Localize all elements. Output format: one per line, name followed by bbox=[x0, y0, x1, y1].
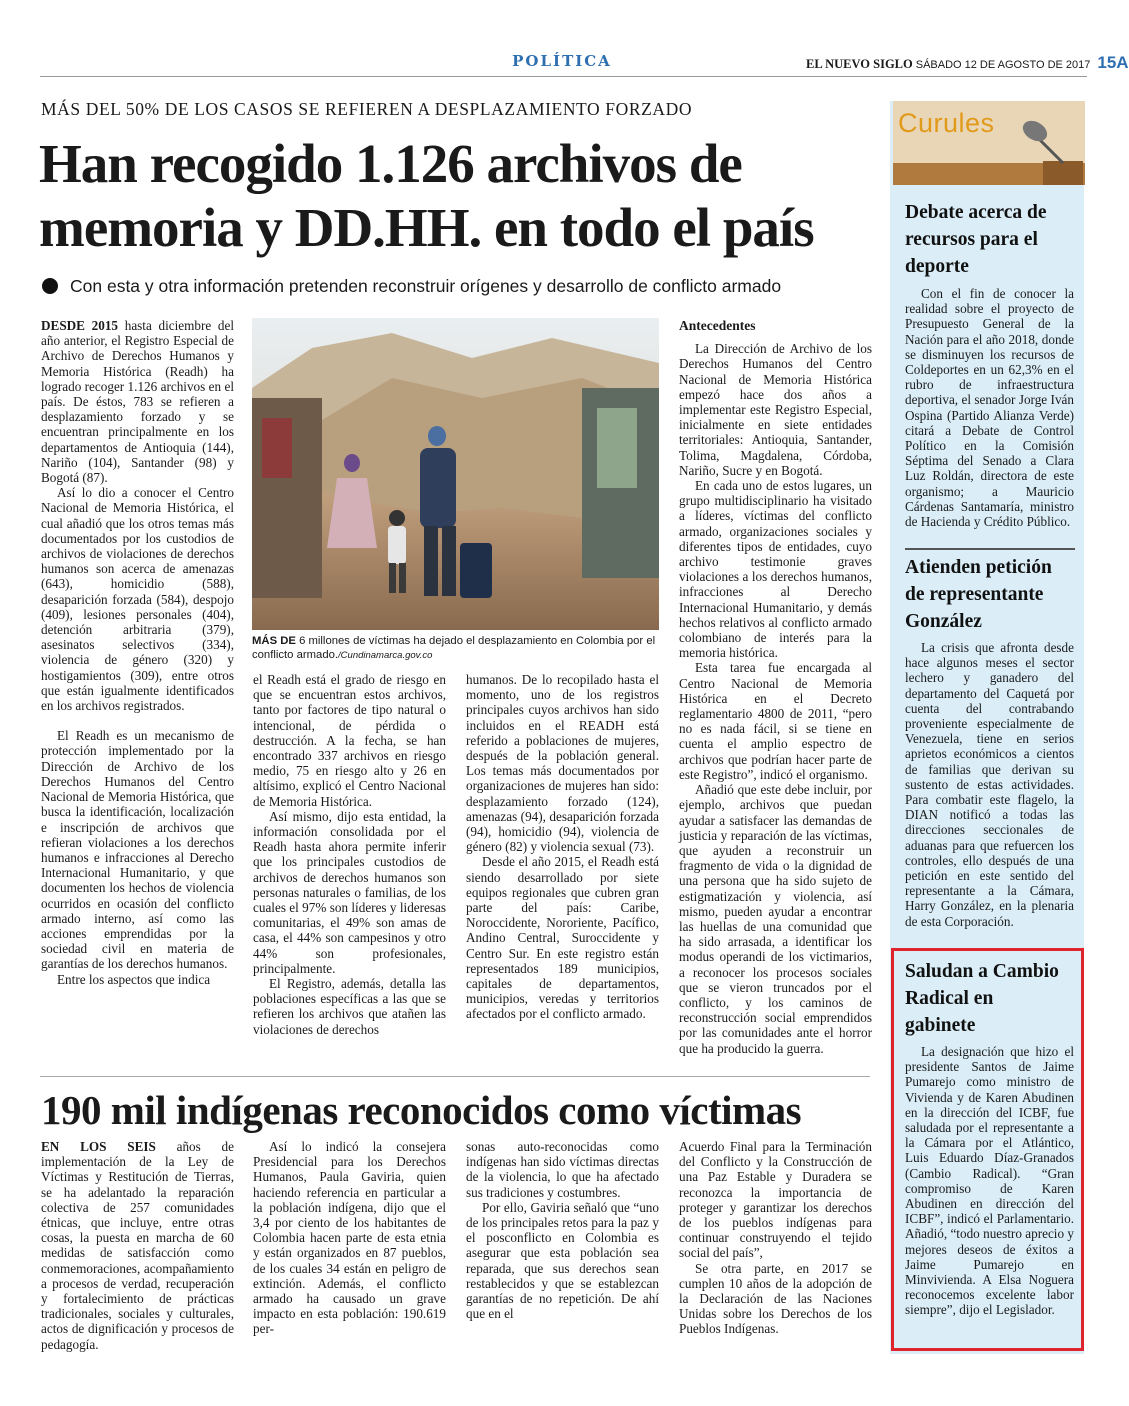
story2-column-3 bbox=[466, 1139, 659, 1321]
paragraph: el Readh está el grado de riesgo en que se encuentran estos archivos, tanto por factores de tipo natural o intencional, de pérdida o destrucción. A la fecha, se han encontrado 337 archivos en riesgo medio, 75 en riesgo alto y 26 en altísimo, explicó el Centro Nacional de Memoria Histórica. bbox=[253, 672, 446, 809]
paragraph: Desde el año 2015, el Readh está siendo desarrollado por siete equipos regionales que cubren gran parte del país: Caribe, Noroccidente, Nororiente, Pacífico, Andino Central, Suroccidente y Centro Sur. En este registro están representados 189 municipios, capitales de departamentos, municipios, veredas y territorios afectados por el conflicto armado. bbox=[466, 854, 659, 1022]
sidebar-item-text bbox=[905, 1044, 1074, 1318]
paragraph: Así lo indicó la consejera Presidencial para los Derechos Humanos, Paula Gaviria, quien haciendo referencia en particular a la población indígena, dijo que el 3,4 por ciento de los habitantes de Colombia hacen parte de esta etnia y están organizados en 87 pueblos, de los cuales 34 están en peligro de extinción. Además, el conflicto armado ha causado un grave impacto en esta población: 190.619 per- bbox=[253, 1139, 446, 1337]
kicker: MÁS DEL 50% DE LOS CASOS SE REFIEREN A DESPLAZAMIENTO FORZADO bbox=[41, 99, 693, 119]
subheadline bbox=[42, 276, 872, 297]
bullet-icon bbox=[42, 278, 58, 294]
paragraph: años de implementación de la Ley de Víctimas y Restitución de Tierras, se ha adelantado la reparación colectiva de 257 comunidades étnicas, que incluye, entre otras cosas, la puesta en marcha de 60 medidas de satisfacción como conmemoraciones, acompañamiento a procesos de verdad, recuperación y fortalecimiento de prácticas tradicionales, sociales y culturales, actos de dignificación y procesos de pedagogía. bbox=[41, 1139, 234, 1352]
sidebar-divider bbox=[905, 548, 1075, 550]
headline-line-1: Han recogido 1.126 archivos de bbox=[39, 133, 742, 194]
caption-text: 6 millones de víctimas ha dejado el desplazamiento en Colombia por el conflicto armado. bbox=[252, 635, 656, 661]
paragraph: Acuerdo Final para la Terminación del Conflicto y la Construcción de una Paz Estable y Duradera se reconozca la importancia de proteger y garantizar los derechos de los pueblos indígenas para continuar construyendo el tejido social del país”, bbox=[679, 1139, 872, 1261]
header-divider bbox=[40, 76, 1087, 77]
story-divider bbox=[40, 1076, 870, 1077]
masthead bbox=[806, 53, 1129, 73]
caption-lead: MÁS DE bbox=[252, 635, 296, 647]
lead-in: DESDE 2015 bbox=[41, 318, 119, 333]
paragraph: El Registro, además, detalla las poblaciones específicas a las que se refieren los archivos que atañen las violaciones de derechos bbox=[253, 976, 446, 1037]
story2-column-2 bbox=[253, 1139, 446, 1337]
issue-date: SÁBADO 12 DE AGOSTO DE 2017 bbox=[915, 59, 1091, 71]
paragraph: Así mismo, dijo esta entidad, la información consolidada por el Readh hasta ahora permite inferir que los principales custodios de archivos de derechos humanos son personas naturales o familias, de los cuales el 97% son líderes y lideresas comunitarias, el 49% son amas de casa, el 44% son campesinos y otro 44% son profesionales, principalmente. bbox=[253, 808, 446, 976]
headline-line-2: memoria y DD.HH. en todo el país bbox=[39, 197, 814, 258]
sidebar-heading: Atienden petición de representante González bbox=[905, 557, 1052, 632]
paragraph: Se otra parte, en 2017 se cumplen 10 años de la adopción de la Declaración de las Naciones Unidas sobre los Derechos de los Pueblos Indígenas. bbox=[679, 1260, 872, 1337]
sidebar-item-text bbox=[905, 286, 1074, 529]
main-headline bbox=[39, 132, 869, 260]
paragraph: En cada uno de estos lugares, un grupo multidisciplinario ha visitado a líderes, víctimas del conflicto armado, organizaciones sociales y diferentes tipos de entidades, cuyo archivo testimonie graves violaciones a los derechos humanos, infracciones al Derecho Internacional Humanitario, y demás hechos relativos al conflicto armado colombiano de interés para la memoria histórica. bbox=[679, 478, 872, 661]
sidebar-item-text bbox=[905, 640, 1074, 929]
paragraph: Esta tarea fue encargada al Centro Nacional de Memoria Histórica en el Decreto reglamentario 4800 de 2011, “pero no es nada fácil, si se tiene en cuenta el amplio espectro de archivos que podrían hacer parte de este Registro”, indicó el organismo. bbox=[679, 660, 872, 782]
paragraph: Por ello, Gaviria señaló que “uno de los principales retos para la paz y el posconflicto en Colombia es asegurar que esta población sea reparada, que sus derechos sean restablecidos y que se establezcan garantías de no repetición. De ahí que en el bbox=[466, 1199, 659, 1322]
paragraph: El Readh es un mecanismo de protección implementado por la Dirección de Archivo de los Derechos Humanos del Centro Nacional de Memoria Histórica, que busca la identificación, localización e inscripción de archivos que refieran violaciones a los derechos humanos e infracciones al Derecho Internacional Humanitario, y que documenten los hechos de violencia ocurridos en ocasión del conflicto armado interno, así como las acciones emprendidas por la sociedad civil en materia de garantías de los derechos humanos. bbox=[41, 728, 234, 972]
paragraph: Con el fin de conocer la realidad sobre el proyecto de Presupuesto General de la Nación para el año 2018, donde se disminuyen los recursos de Coldeportes en un 62,3% en el rubro de infraestructura deportiva, el senador Jorge Iván Ospina (Partido Alianza Verde) citará a Debate de Control Político en la Comisión Séptima del Senado a Clara Luz Roldán, directora de este organismo; a Mauricio Cárdenas Santamaría, ministro de Hacienda y Crédito Público. bbox=[905, 286, 1074, 530]
paragraph: Añadió que este debe incluir, por ejemplo, archivos que puedan ayudar a satisfacer las demandas de justicia y reparación de las víctimas, que ayuden a reconstruir un fragmento de vida o la dignidad de una persona que ha sido sujeto de estigmatización y violencia, así mismo, pueden ayudar a encontrar las huellas de una comunidad que ha sido arrasada, a identificar los modus operandi de los victimarios, a reconocer los procesos sociales que se vieron truncados por el conflicto, y los caminos de reconstrucción social emprendidos por las comunidades ante el horror que ha producido la guerra. bbox=[679, 782, 872, 1056]
sidebar-heading: Saludan a Cambio Radical en gabinete bbox=[905, 961, 1059, 1036]
paper-name: EL NUEVO SIGLO bbox=[806, 57, 913, 71]
second-headline: 190 mil indígenas reconocidos como víctimas bbox=[41, 1087, 802, 1133]
page-number: 15A bbox=[1097, 53, 1129, 72]
section-label: POLÍTICA bbox=[512, 52, 612, 70]
paragraph: Entre los aspectos que indica bbox=[57, 971, 211, 987]
article-column-2 bbox=[253, 672, 446, 1037]
sidebar-heading: Debate acerca de recursos para el deporte bbox=[905, 202, 1047, 277]
article-photo bbox=[252, 318, 659, 630]
sidebar-title: Curules bbox=[898, 108, 995, 138]
photo-caption bbox=[252, 634, 659, 663]
article-column-1 bbox=[41, 318, 234, 987]
photo-credit: /Cundinamarca.gov.co bbox=[338, 650, 433, 661]
paragraph: La designación que hizo el presidente Santos de Jaime Pumarejo como ministro de Vivienda y de Karen Abudinen en la dirección del ICBF, fue saludada por el representante a la Cámara por el Atlántico, Luis Eduardo Díaz-Granados (Cambio Radical). “Gran compromiso de Karen Abudinen en dirección del ICBF”, indicó el Parlamentario. Añadió, “todo nuestro aprecio y mejores deseos de éxitos a Jaime Pumarejo en Minvivienda. A Elsa Noguera reconocemos excelente labor siempre”, dijo el Legislador. bbox=[905, 1044, 1074, 1318]
story2-column-1 bbox=[41, 1139, 234, 1352]
article-column-3 bbox=[466, 672, 659, 1022]
subheadline-text: Con esta y otra información pretenden reconstruir orígenes y desarrollo de conflicto armado bbox=[70, 276, 782, 296]
story2-column-4 bbox=[679, 1139, 872, 1337]
paragraph: Así lo dio a conocer el Centro Nacional de Memoria Histórica, el cual añadió que los otros temas más documentados por los custodios de archivos de violaciones de derechos humanos son acerca de amenazas (643), homicidio (588), desaparición forzada (584), despojo (409), lesiones personales (404), detención arbitraria (379), asesinatos selectivos (334), violencia de género (320) y hostigamientos (309), entre otros que están igualmente identificados en los archivos registrados. bbox=[41, 485, 234, 714]
article-column-4 bbox=[679, 318, 872, 1056]
paragraph: La Dirección de Archivo de los Derechos Humanos del Centro Nacional de Memoria Histórica empezó hace dos años a implementar este Registro Especial, inicialmente en siete entidades territoriales: Antioquia, Santander, Tolima, Magdalena, Córdoba, Nariño, Sucre y en Bogotá. bbox=[679, 341, 872, 478]
paragraph: La crisis que afronta desde hace algunos meses el sector lechero y ganadero del departamento del Caquetá por cuenta del contrabando proveniente especialmente de Venezuela, tiene en serios aprietos económicos a cientos de familias que derivan su sustento de estas actividades. Para combatir este flagelo, la DIAN notificó a todas las direcciones seccionales de aduanas para que refuercen los controles, ello después de una petición en este sentido del representante a la Cámara, Harry González, en la plenaria de esta Corporación. bbox=[905, 640, 1074, 929]
lead-in: EN LOS SEIS bbox=[41, 1139, 156, 1154]
paragraph: humanos. De lo recopilado hasta el momento, uno de los registros principales cuyos archivos han sido incluidos en el READH está referido a poblaciones de mujeres, después de la población general. Los temas más documentados por organizaciones de mujeres han sido: desplazamiento forzado (124), amenazas (94), desaparición forzada (94), homicidio (94), violencia de género (82) y violencia sexual (73). bbox=[466, 672, 659, 855]
paragraph: sonas auto-reconocidas como indígenas han sido víctimas directas de la violencia, lo que ha afectado sus tradiciones y costumbres. bbox=[466, 1139, 659, 1200]
section-heading: Antecedentes bbox=[679, 318, 756, 333]
paragraph: hasta diciembre del año anterior, el Registro Especial de Archivo de Derechos Humanos y Memoria Histórica (Readh) ha logrado recoger 1.126 archivos en el país. De éstos, 783 se refieren a desplazamiento forzado y se encuentran principalmente en los departamentos de Antioquia (144), Nariño (104), Santander (98) y Bogotá (87). bbox=[41, 318, 235, 486]
